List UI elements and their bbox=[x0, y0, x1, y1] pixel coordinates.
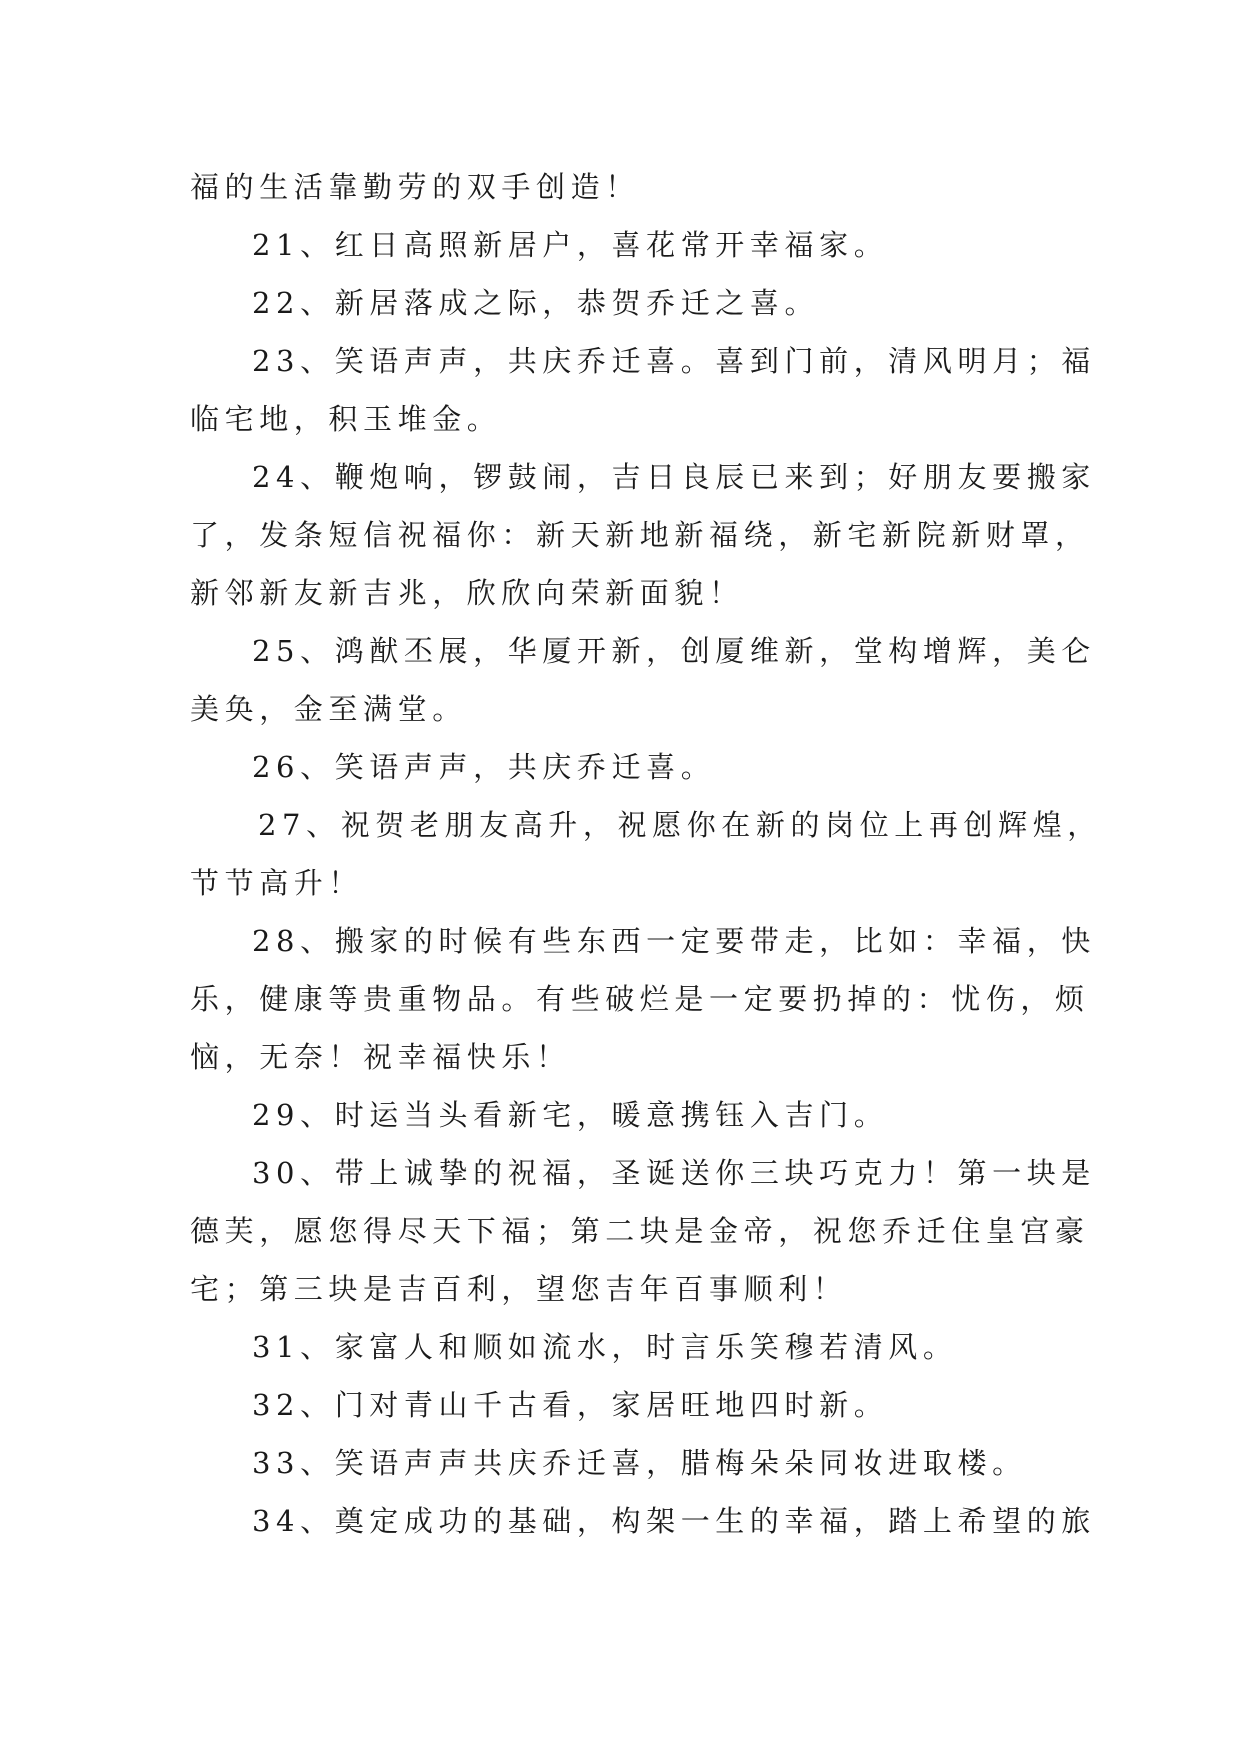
list-item-23: 23、笑语声声，共庆乔迁喜。喜到门前，清风明月；福 bbox=[252, 344, 1096, 378]
list-item-26: 26、笑语声声，共庆乔迁喜。 bbox=[252, 750, 716, 784]
list-item-33: 33、笑语声声共庆乔迁喜，腊梅朵朵同妆进取楼。 bbox=[252, 1446, 1027, 1480]
text-line: 福的生活靠勤劳的双手创造！ bbox=[190, 170, 640, 204]
document-body bbox=[190, 158, 1102, 1550]
text-line: 了，发条短信祝福你：新天新地新福绕，新宅新院新财罩， bbox=[190, 518, 1090, 552]
text-line: 恼，无奈！祝幸福快乐！ bbox=[190, 1040, 571, 1074]
list-item-21: 21、红日高照新居户，喜花常开幸福家。 bbox=[252, 228, 889, 262]
list-item-31: 31、家富人和顺如流水，时言乐笑穆若清风。 bbox=[252, 1330, 958, 1364]
list-item-22: 22、新居落成之际，恭贺乔迁之喜。 bbox=[252, 286, 820, 320]
list-item-25: 25、鸿猷丕展，华厦开新，创厦维新，堂构增辉，美仑 bbox=[252, 634, 1096, 668]
text-line: 宅；第三块是吉百利，望您吉年百事顺利！ bbox=[190, 1272, 848, 1306]
list-item-27: 27、祝贺老朋友高升，祝愿你在新的岗位上再创辉煌， bbox=[258, 808, 1102, 842]
list-item-29: 29、时运当头看新宅，暖意携钰入吉门。 bbox=[252, 1098, 889, 1132]
list-item-24: 24、鞭炮响，锣鼓闹，吉日良辰已来到；好朋友要搬家 bbox=[252, 460, 1096, 494]
text-line: 新邻新友新吉兆，欣欣向荣新面貌！ bbox=[190, 576, 744, 610]
list-item-30: 30、带上诚挚的祝福，圣诞送你三块巧克力！第一块是 bbox=[252, 1156, 1096, 1190]
list-item-32: 32、门对青山千古看，家居旺地四时新。 bbox=[252, 1388, 889, 1422]
list-item-34: 34、奠定成功的基础，构架一生的幸福，踏上希望的旅 bbox=[252, 1504, 1096, 1538]
text-line: 临宅地，积玉堆金。 bbox=[190, 402, 502, 436]
text-line: 乐，健康等贵重物品。有些破烂是一定要扔掉的：忧伤，烦 bbox=[190, 982, 1090, 1016]
text-line: 德芙，愿您得尽天下福；第二块是金帝，祝您乔迁住皇宫豪 bbox=[190, 1214, 1090, 1248]
text-line: 美奂，金至满堂。 bbox=[190, 692, 467, 726]
text-line: 节节高升！ bbox=[190, 866, 364, 900]
list-item-28: 28、搬家的时候有些东西一定要带走，比如：幸福，快 bbox=[252, 924, 1096, 958]
